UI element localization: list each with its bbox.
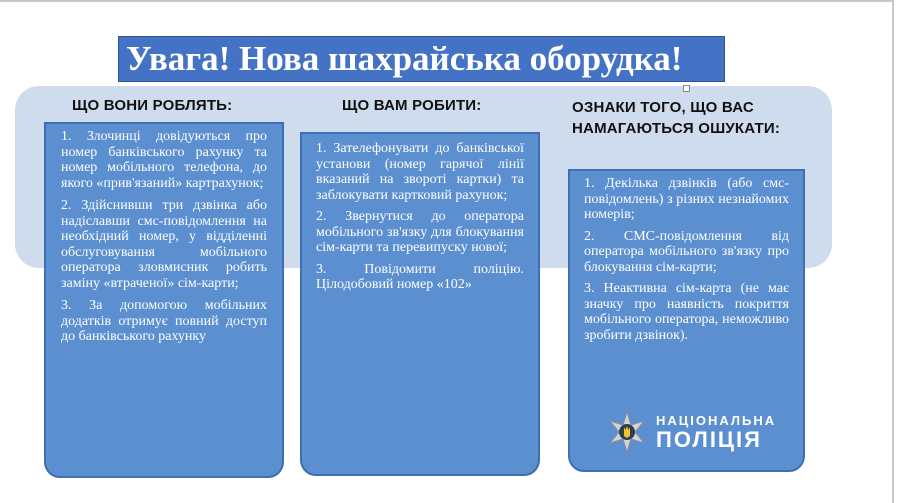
list-item: 3. Неактивна сім-карта (не має значку про наявність покриття мобільного оператора, неможливо зробити дзвінок). [584, 281, 789, 343]
frame-border-right [892, 0, 894, 503]
list-item: 1. Зателефонувати до банківської установи (номер гарячої лінії вказаний на звороті картки) та заблокувати картковий рахунок; [316, 141, 524, 203]
column-heading-what-to-do: ЩО ВАМ РОБИТИ: [342, 97, 482, 114]
list-item: 1. Декілька дзвінків (або смс-повідомлень) з різних незнайомих номерів; [584, 176, 789, 222]
logo-line2: ПОЛІЦІЯ [656, 426, 762, 452]
list-item: 2. СМС-повідомлення від оператора мобільного зв'язку про блокування сім-карти; [584, 228, 789, 275]
card-signs [568, 169, 805, 472]
card-what-to-do [300, 132, 540, 476]
column-heading-signs: ОЗНАКИ ТОГО, ЩО ВАС НАМАГАЮТЬСЯ ОШУКАТИ: [572, 99, 781, 137]
column-heading-what-they-do: ЩО ВОНИ РОБЛЯТЬ: [72, 97, 233, 114]
police-logo [606, 411, 776, 453]
frame-border-top [0, 0, 893, 2]
list-item: 3. За допомогою мобільних додатків отримує повний доступ до банківського рахунку [61, 298, 267, 344]
list-item: 2. Звернутися до оператора мобільного зв'язку для блокування сім-карти та перевипуску нової; [316, 209, 524, 255]
list-item: 1. Злочинці довідуються про номер банківського рахунку та номер мобільного телефона, до якого «прив'язаний» картрахунок; [61, 129, 267, 191]
list-item: 3. Повідомити поліцію. Цілодобовий номер «102» [316, 261, 524, 292]
resize-handle[interactable] [683, 85, 690, 92]
card-what-they-do [44, 122, 284, 478]
logo-line1: НАЦІОНАЛЬНА [656, 413, 777, 429]
police-star-icon [606, 411, 648, 453]
page-title: Увага! Нова шахрайська оборудка! [118, 36, 725, 82]
list-item: 2. Здійснивши три дзвінка або надіславши смс-повідомлення на необхідний номер, у відділенні обслуговування мобільного оператора зловмисник робить заміну «втраченої» сім-карти; [61, 198, 267, 291]
